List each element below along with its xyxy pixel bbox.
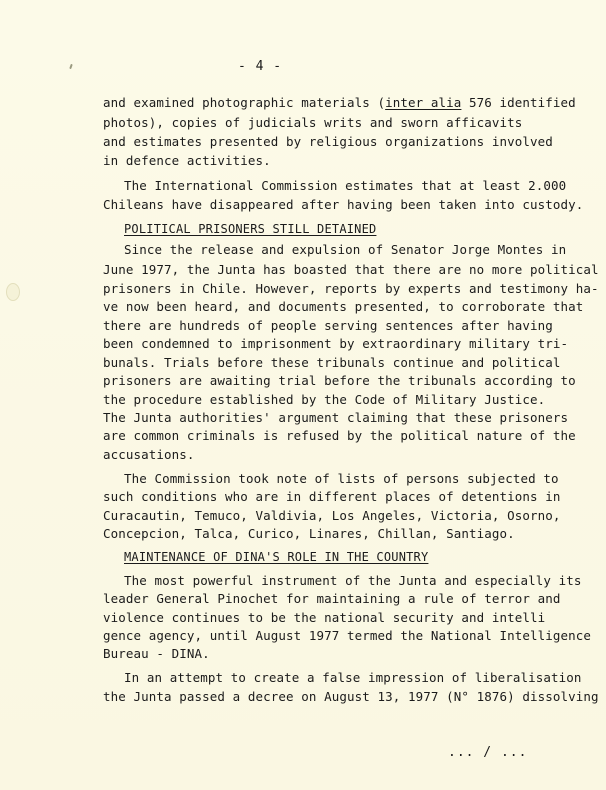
paragraph-3-line-9: the procedure established by the Code of Military Justice. bbox=[103, 392, 546, 407]
paragraph-3-line-4: ve now been heard, and documents presented, to corroborate that bbox=[103, 299, 584, 314]
paragraph-3-line-12: accusations. bbox=[103, 447, 195, 462]
section-heading-dina-role: MAINTENANCE OF DINA'S ROLE IN THE COUNTRY bbox=[124, 550, 429, 564]
paragraph-3-line-6: been condemned to imprisonment by extraordinary military tri- bbox=[103, 336, 569, 351]
paragraph-1-line-3: and estimates presented by religious organizations involved bbox=[103, 134, 553, 149]
paragraph-6-line-1: In an attempt to create a false impression of liberalisation bbox=[124, 670, 582, 685]
paragraph-2-line-2: Chileans have disappeared after having been taken into custody. bbox=[103, 197, 584, 212]
paragraph-3-line-5: there are hundreds of people serving sentences after having bbox=[103, 318, 553, 333]
paragraph-2-line-1: The International Commission estimates that at least 2.000 bbox=[124, 178, 567, 193]
paragraph-5-line-2: leader General Pinochet for maintaining a rule of terror and bbox=[103, 591, 561, 606]
paragraph-5-line-1: The most powerful instrument of the Junta and especially its bbox=[124, 573, 582, 588]
continued-marker: ... / ... bbox=[448, 745, 528, 760]
text-fragment: and examined photographic materials ( bbox=[103, 95, 386, 110]
paragraph-1-line-4: in defence activities. bbox=[103, 153, 271, 168]
page-number: - 4 - bbox=[238, 59, 283, 74]
paragraph-4-line-2: such conditions who are in different places of detentions in bbox=[103, 489, 561, 504]
paragraph-4-line-1: The Commission took note of lists of persons subjected to bbox=[124, 471, 559, 486]
text-fragment: 576 identified bbox=[461, 95, 576, 110]
punch-hole bbox=[6, 283, 20, 301]
paragraph-3-line-3: prisoners in Chile. However, reports by experts and testimony ha- bbox=[103, 281, 599, 296]
paragraph-5-line-5: Bureau - DINA. bbox=[103, 646, 210, 661]
paragraph-6-line-2: the Junta passed a decree on August 13, 1977 (N° 1876) dissolving bbox=[103, 689, 599, 704]
paragraph-5-line-3: violence continues to be the national security and intelli bbox=[103, 610, 546, 625]
paragraph-1-line-2: photos), copies of judicials writs and sworn afficavits bbox=[103, 115, 523, 130]
paragraph-3-line-1: Since the release and expulsion of Senator Jorge Montes in bbox=[124, 242, 567, 257]
paragraph-5-line-4: gence agency, until August 1977 termed the National Intelligence bbox=[103, 628, 592, 643]
paragraph-3-line-10: The Junta authorities' argument claiming that these prisoners bbox=[103, 410, 569, 425]
paragraph-3-line-11: are common criminals is refused by the political nature of the bbox=[103, 428, 576, 443]
paragraph-3-line-2: June 1977, the Junta has boasted that there are no more political bbox=[103, 262, 599, 277]
paragraph-1-line-1 bbox=[103, 95, 576, 111]
paper-speck bbox=[69, 64, 73, 69]
inter-alia-text: inter alia bbox=[385, 95, 462, 110]
section-heading-political-prisoners: POLITICAL PRISONERS STILL DETAINED bbox=[124, 222, 377, 236]
paragraph-4-line-4: Concepcion, Talca, Curico, Linares, Chillan, Santiago. bbox=[103, 526, 515, 541]
paragraph-4-line-3: Curacautin, Temuco, Valdivia, Los Angeles, Victoria, Osorno, bbox=[103, 508, 561, 523]
paragraph-3-line-8: prisoners are awaiting trial before the tribunals according to bbox=[103, 373, 576, 388]
paragraph-3-line-7: bunals. Trials before these tribunals continue and political bbox=[103, 355, 561, 370]
